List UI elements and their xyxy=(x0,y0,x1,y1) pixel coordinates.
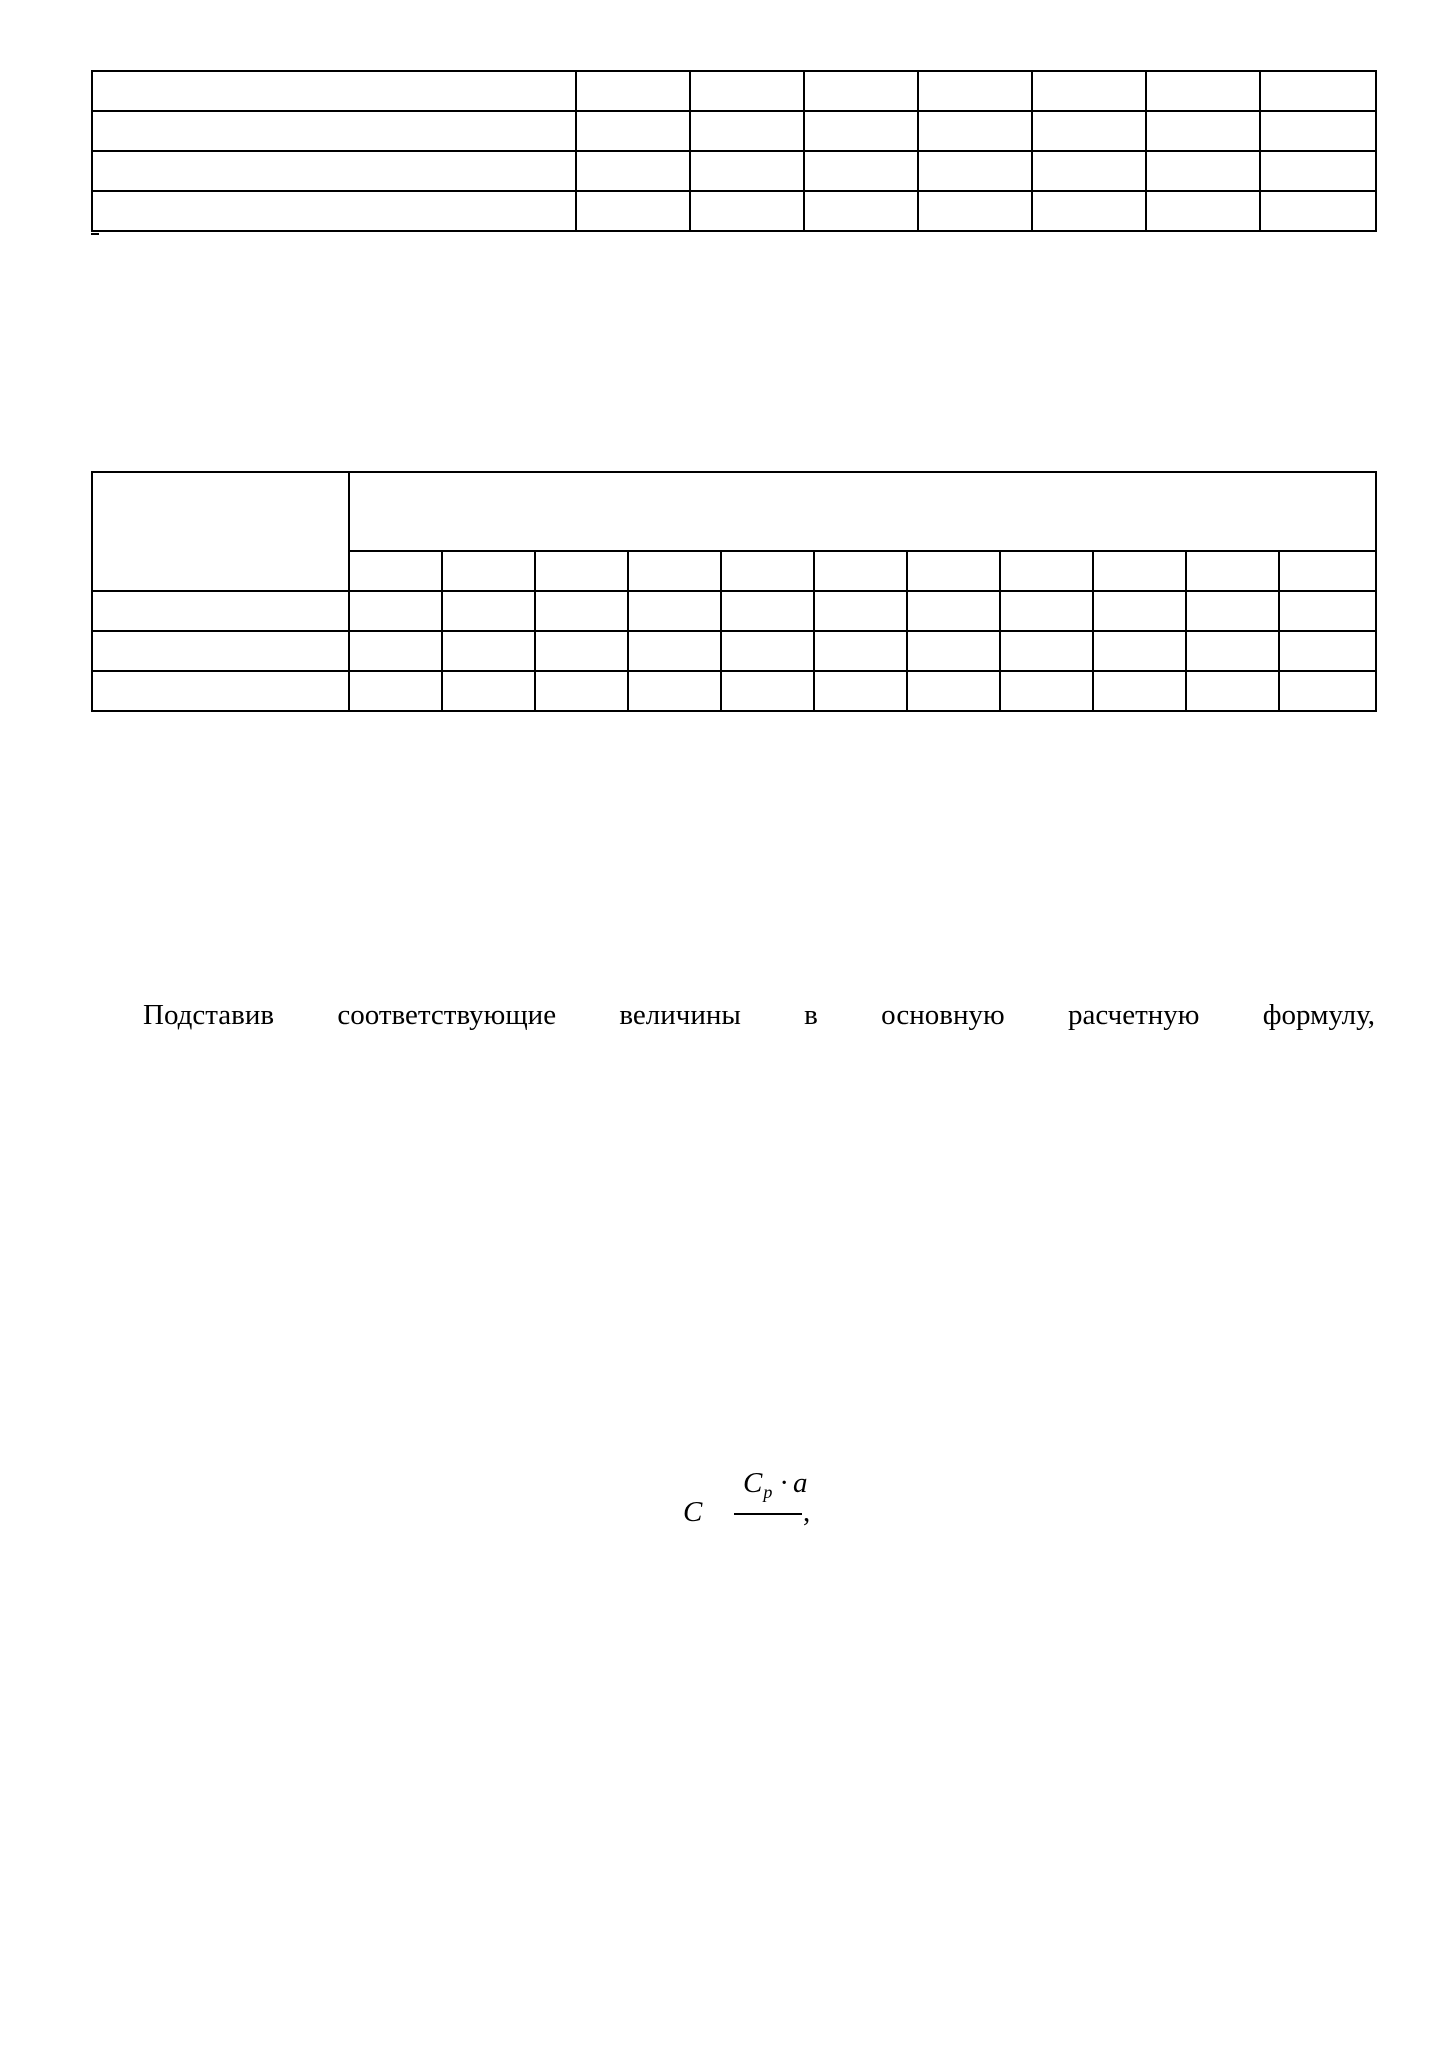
formula xyxy=(681,1466,841,1546)
table-row xyxy=(92,71,1376,111)
table-cell xyxy=(918,191,1032,231)
table-row xyxy=(92,111,1376,151)
table-cell xyxy=(1260,151,1376,191)
table-header-cell xyxy=(1093,551,1186,591)
table-cell xyxy=(1186,631,1279,671)
formula-trailing-punctuation: , xyxy=(803,1496,811,1528)
table-2 xyxy=(91,471,1377,712)
table-header-cell xyxy=(1000,551,1093,591)
table-header-cell xyxy=(92,472,349,591)
table-cell xyxy=(690,191,804,231)
body-paragraph xyxy=(91,995,1375,1035)
table-cell xyxy=(535,671,628,711)
table-header-cell xyxy=(628,551,721,591)
table-cell xyxy=(92,71,576,111)
table-cell xyxy=(1032,111,1146,151)
table-header-cell xyxy=(907,551,1000,591)
table-cell xyxy=(1032,71,1146,111)
table-cell xyxy=(907,671,1000,711)
formula-numerator xyxy=(734,1466,808,1509)
table-cell xyxy=(1000,591,1093,631)
table-cell xyxy=(1032,191,1146,231)
table-header-cell xyxy=(721,551,814,591)
table-cell xyxy=(1093,671,1186,711)
table-cell xyxy=(535,631,628,671)
table-row xyxy=(92,591,1376,631)
table-cell xyxy=(1146,71,1260,111)
table-cell xyxy=(576,191,690,231)
table-cell xyxy=(804,71,918,111)
table-cell xyxy=(576,151,690,191)
table-header-cell xyxy=(349,472,1376,551)
table-cell xyxy=(628,591,721,631)
table-cell xyxy=(576,111,690,151)
table-cell xyxy=(349,671,442,711)
table-header-cell xyxy=(814,551,907,591)
paragraph-word: в xyxy=(804,999,818,1031)
table-cell xyxy=(1260,191,1376,231)
table-cell xyxy=(349,631,442,671)
table-cell xyxy=(1279,631,1376,671)
table-header-cell xyxy=(1279,551,1376,591)
table-cell xyxy=(804,111,918,151)
paragraph-word: формулу, xyxy=(1262,999,1375,1031)
table-header-cell xyxy=(349,551,442,591)
formula-numerator-rhs: a xyxy=(793,1467,808,1499)
table-row xyxy=(92,191,1376,231)
table-cell xyxy=(1093,591,1186,631)
table-cell xyxy=(442,671,535,711)
table-cell xyxy=(814,591,907,631)
table-cell xyxy=(907,591,1000,631)
formula-fraction xyxy=(734,1466,808,1515)
table-cell xyxy=(628,671,721,711)
table-cell xyxy=(1186,671,1279,711)
table-cell xyxy=(918,111,1032,151)
paragraph-word: Подставив xyxy=(143,999,275,1031)
table-cell xyxy=(576,71,690,111)
table-cell xyxy=(690,71,804,111)
paragraph-word: основную xyxy=(881,999,1005,1031)
fraction-bar xyxy=(734,1513,802,1515)
table-cell xyxy=(92,671,349,711)
table-cell xyxy=(92,631,349,671)
table-cell xyxy=(1186,591,1279,631)
table-cell xyxy=(1260,111,1376,151)
table-cell xyxy=(804,151,918,191)
table-header-row xyxy=(92,472,1376,551)
table-cell xyxy=(92,591,349,631)
formula-lhs: C xyxy=(683,1496,703,1528)
table-row xyxy=(92,151,1376,191)
table-header-cell xyxy=(1186,551,1279,591)
table-header-cell xyxy=(535,551,628,591)
formula-numerator-var: C xyxy=(743,1467,763,1499)
table-cell xyxy=(442,631,535,671)
table-cell xyxy=(92,111,576,151)
table-cell xyxy=(1279,671,1376,711)
table-cell xyxy=(92,191,576,231)
paragraph-word: соответствующие xyxy=(337,999,557,1031)
table-cell xyxy=(1146,151,1260,191)
table-cell xyxy=(1146,111,1260,151)
table-1 xyxy=(91,70,1377,232)
table-cell xyxy=(1093,631,1186,671)
table-cell xyxy=(690,151,804,191)
table-border-stub xyxy=(91,233,99,235)
table-header-cell xyxy=(442,551,535,591)
table-cell xyxy=(1032,151,1146,191)
table-cell xyxy=(1000,671,1093,711)
table-cell xyxy=(535,591,628,631)
table-cell xyxy=(814,631,907,671)
table-cell xyxy=(349,591,442,631)
table-cell xyxy=(690,111,804,151)
table-cell xyxy=(907,631,1000,671)
table-cell xyxy=(721,591,814,631)
table-cell xyxy=(804,191,918,231)
table-cell xyxy=(1279,591,1376,631)
paragraph-word: величины xyxy=(619,999,741,1031)
table-row xyxy=(92,631,1376,671)
table-cell xyxy=(92,151,576,191)
table-cell xyxy=(1146,191,1260,231)
table-cell xyxy=(721,631,814,671)
table-cell xyxy=(814,671,907,711)
table-cell xyxy=(1260,71,1376,111)
formula-operator: · xyxy=(779,1467,790,1499)
table-cell xyxy=(442,591,535,631)
table-cell xyxy=(721,671,814,711)
table-row xyxy=(92,671,1376,711)
paragraph-word: расчетную xyxy=(1067,999,1200,1031)
table-cell xyxy=(1000,631,1093,671)
table-cell xyxy=(918,71,1032,111)
formula-numerator-subscript: p xyxy=(763,1482,773,1502)
table-cell xyxy=(628,631,721,671)
table-cell xyxy=(918,151,1032,191)
